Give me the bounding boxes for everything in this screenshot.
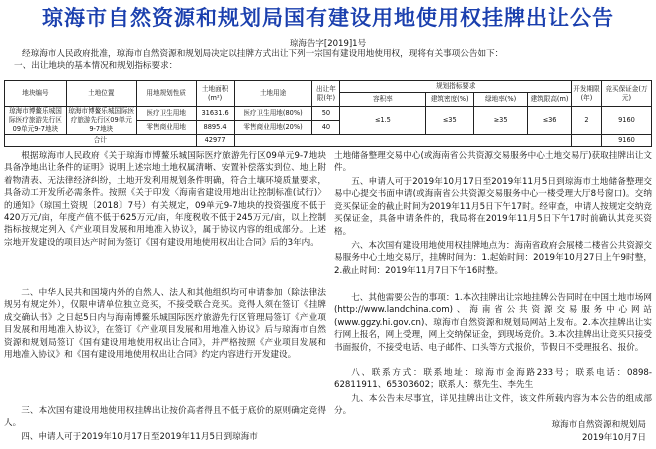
right-para-4-cont: 土地储备整理交易中心(或海南省公共资源交易服务中心土地交易厅)获取挂牌出让文件。 [334,151,652,174]
cell-land-use-1: 医疗卫生用地 [136,107,196,121]
header-deposit: 竞买保证金(万元) [601,81,651,107]
header-green: 绿地率(%) [474,93,528,107]
intro-paragraph: 经琼海市人民政府批准，琼海市自然资源和规划局决定以挂牌方式出让下列一宗国有建设用地使用权，现将有关事项公告如下： [22,49,504,59]
header-far: 容积率 [340,93,426,107]
section-1-heading: 一、出让地块的基本情况和规划指标要求： [14,61,178,71]
right-para-5: 五、申请人可于2019年10月17日至2019年11月5日到琼海市土地储备整理交易中心提交书面申请(或海南省公共资源交易服务中心一楼受理大厅8号窗口)。交纳竞买保证金的截止时间为2019年11月5日下午17时。经审查，申请人按规定交纳竞买保证金，具备申请条件的，我局将在2019年11月5日下午17时前确认其竞买资格。 [334,177,652,237]
land-parcel-table [4,80,652,147]
header-land-use: 用地规划性质 [136,81,196,107]
left-para-3: 三、本次国有建设用地使用权挂牌出让按价高者得且不低于底价的原则确定竞得人。 [4,406,326,429]
cell-height: ≤36 [528,107,572,135]
header-dev-period: 开发期限(年) [572,81,602,107]
cell-parcel-no: 琼海市博鳌乐城国际医疗旅游先行区09单元9-7地块 [5,107,67,135]
cell-term-1: 50 [312,107,340,121]
cell-land-use-2: 零售商业用地 [136,121,196,135]
cell-density: ≤35 [426,107,474,135]
header-area: 土地面积(m²) [196,81,234,107]
left-para-4: 四、申请人可于2019年10月17日至2019年11月5日到琼海市 [21,432,258,442]
header-parcel-no: 地块编号 [5,81,67,107]
signature-org: 琼海市自然资源和规划局 [551,420,646,430]
total-label: 合计 [5,135,197,147]
signature-date: 2019年10月7日 [581,433,646,443]
cell-use-2: 零售商业用地(20%) [234,121,312,135]
notice-title: 琼海市自然资源和规划局国有建设用地使用权挂牌出让公告 [42,6,614,30]
document-number: 琼海告字[2019]1号 [289,39,367,49]
cell-area-1: 31631.6 [196,107,234,121]
header-height: 建筑限高(m) [528,93,572,107]
cell-green: ≥35 [474,107,528,135]
total-deposit: 9160 [601,135,651,147]
total-area: 42977 [196,135,234,147]
cell-use-1: 医疗卫生用地(80%) [234,107,312,121]
cell-area-2: 8895.4 [196,121,234,135]
header-density: 建筑密度(%) [426,93,474,107]
cell-far: ≤1.5 [340,107,426,135]
header-use-ratio: 土地用途 [234,81,312,107]
right-para-7: 七、其他需要公告的事项：1.本次挂牌出让宗地挂牌公告同时在中国土地市场网(http://www.landchina.com)、海南省公共资源交易服务中心网站(www.ggzy.hi.gov.cn)、琼海市自然资源和规划局网站上发布。2.本次挂牌出让实行网上报名，网上受理，网上交纳保证金，到现场竞价。3.本次挂牌出让竞买只接受书面报价，不接受电话、电子邮件、口头等方式报价，节假日不受理报名、报价。 [334,293,652,353]
right-para-9: 九、本公告未尽事宜，详见挂牌出让文件，该文件所载内容为本公告的组成部分。 [334,394,652,417]
cell-deposit: 9160 [601,107,651,135]
cell-dev-period: 2 [572,107,602,135]
left-para-1: 根据琼海市人民政府《关于琼海市博鳌乐城国际医疗旅游先行区09单元9-7地块具备净地出让条件的证明》说明上述宗地土地权属清晰、安置补偿落实到位、地上附着物清表、无法律经济纠纷，土地开发利用规划条件明确，符合土壤环境质量要求，具备动工开发所必需条件。按照《关于印发〈海南省建设用地出让控制标准(试行)〉的通知》（琼国土资规〔2018〕7号）有关规定，09单元9-7地块的投资强度不低于420万元/亩，年度产值不低于625万元/亩，年度税收不低于245万元/亩，以上控制指标按规定列入《产业项目发展和用地准入协议》，属于协议内容的组成部分。上述宗地开发建设的项目达产时间为签订《国有建设用地使用权出让合同》后的3年内。 [4,151,326,248]
ggzy-link[interactable]: www.ggzy.hi.gov.cn [337,317,421,328]
landchina-link[interactable]: http://www.landchina.com [337,305,450,316]
right-para-6: 六、本次国有建设用地使用权挂牌地点为：海南省政府会展楼二楼省公共资源交易服务中心土地交易厅，挂牌时间为：1.起始时间：2019年10月27日上午9时整，2.截止时间：2019年11月7日下午16时整。 [334,241,652,276]
header-location: 土地位置 [66,81,136,107]
cell-term-2: 40 [312,121,340,135]
cell-location: 琼海市博鳌乐城国际医疗旅游先行区09单元9-7地块 [68,107,135,133]
right-para-8: 八、联系方式：联系地址：琼海市金海路233号；联系电话：0898-62811911、65303602；联系人：蔡先生、李先生 [334,368,652,391]
left-para-2: 二、中华人民共和国境内外的自然人、法人和其他组织均可申请参加（除法律法规另有规定外），仅限申请单位独立竞买，不接受联合竞买。竞得人须在签订《挂牌成交确认书》之日起5日内与海南博鳌乐城国际医疗旅游先行区管理局签订《产业项目发展和用地准入协议》，在签订《产业项目发展和用地准入协议》后与琼海市自然资源和规划局签订《国有建设用地使用权出让合同》，并严格按照《产业项目发展和用地准入协议》和《国有建设用地使用权出让合同》约定内容进行开发建设。 [4,288,326,361]
header-planning: 规划指标要求 [340,81,572,93]
header-term: 出让年限(年) [312,81,340,107]
